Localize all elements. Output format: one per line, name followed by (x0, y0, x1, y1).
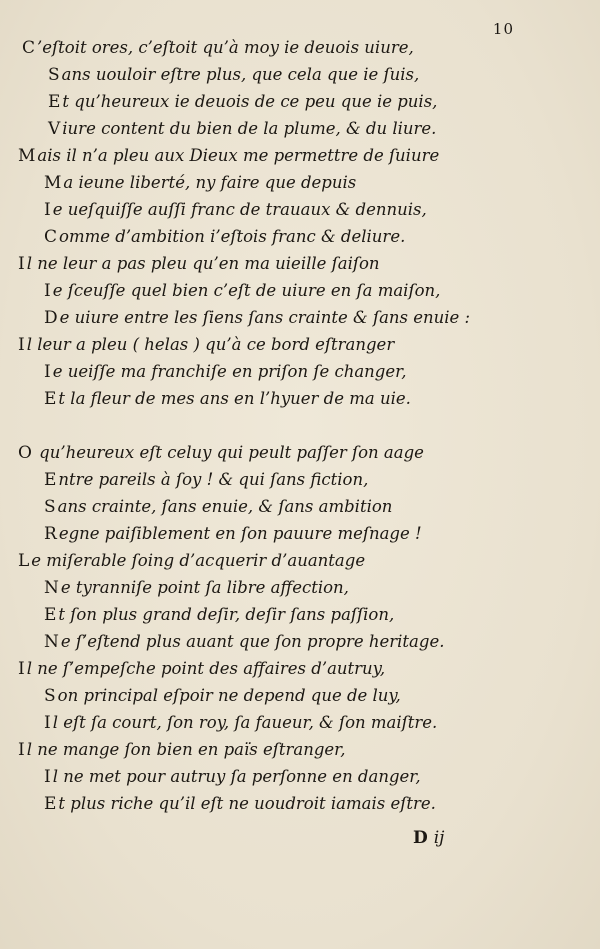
verse-line: I l ne met pour autruy ſa perſonne en danger, (44, 767, 421, 787)
verse-line: E t qu’heureux ie deuois de ce peu que ie puis, (48, 92, 438, 112)
verse-line: C ’eſtoit ores, c’eſtoit qu’à moy ie deuois uiure, (22, 38, 414, 58)
verse-line: D e uiure entre les ſiens ſans crainte & ſans enuie : (44, 308, 471, 328)
verse-line: O qu’heureux eſt celuy qui peult paſſer ſon aage (18, 443, 424, 463)
verse-line: V iure content du bien de la plume, & du liure. (48, 119, 437, 139)
verse-line: M a ieune liberté, ny faire que depuis (44, 173, 357, 193)
verse-line: M ais il n’a pleu aux Dieux me permettre de ſuiure (18, 146, 440, 166)
verse-line: I l eſt ſa court, ſon roy, ſa faueur, & ſon maiſtre. (44, 713, 438, 733)
verse-line: S on principal eſpoir ne depend que de luy, (44, 686, 401, 706)
verse-line: S ans crainte, ſans enuie, & ſans ambition (44, 497, 393, 517)
verse-line: L e miſerable ſoing d’acquerir d’auantage (18, 551, 366, 571)
verse-line: I e ſceuſſe quel bien c’eſt de uiure en ſa maiſon, (44, 281, 441, 301)
verse-line: I l ne mange ſon bien en païs eſtranger, (18, 740, 346, 760)
verse-line: N e ſ’eſtend plus auant que ſon propre heritage. (44, 632, 445, 652)
page-number: 10 (492, 20, 514, 38)
verse-line: N e tyranniſe point ſa libre affection, (44, 578, 349, 598)
verse-line: I l ne ſ’empeſche point des affaires d’autruy, (18, 659, 386, 679)
verse-line: E t la fleur de mes ans en l’hyuer de ma uie. (44, 389, 411, 409)
verse-line: I l leur a pleu ( helas ) qu’à ce bord eſtranger (18, 335, 395, 355)
verse-line: I e ueiſſe ma franchiſe en priſon ſe changer, (44, 362, 407, 382)
signature-mark: D ij (413, 828, 445, 848)
verse-line: E ntre pareils à ſoy ! & qui ſans fiction, (44, 470, 369, 490)
verse-line: I e ueſquiſſe auſſi franc de trauaux & dennuis, (44, 200, 427, 220)
verse-line: R egne paiſiblement en ſon pauure meſnage ! (44, 524, 422, 544)
verse-line: C omme d’ambition i’eſtois franc & deliure. (44, 227, 406, 247)
verse-line: S ans uouloir eſtre plus, que cela que ie ſuis, (48, 65, 420, 85)
verse-line: E t plus riche qu’il eſt ne uoudroit iamais eſtre. (44, 794, 436, 814)
verse-line: I l ne leur a pas pleu qu’en ma uieille ſaiſon (18, 254, 380, 274)
verse-line: E t ſon plus grand deſir, deſir ſans paſſion, (44, 605, 395, 625)
